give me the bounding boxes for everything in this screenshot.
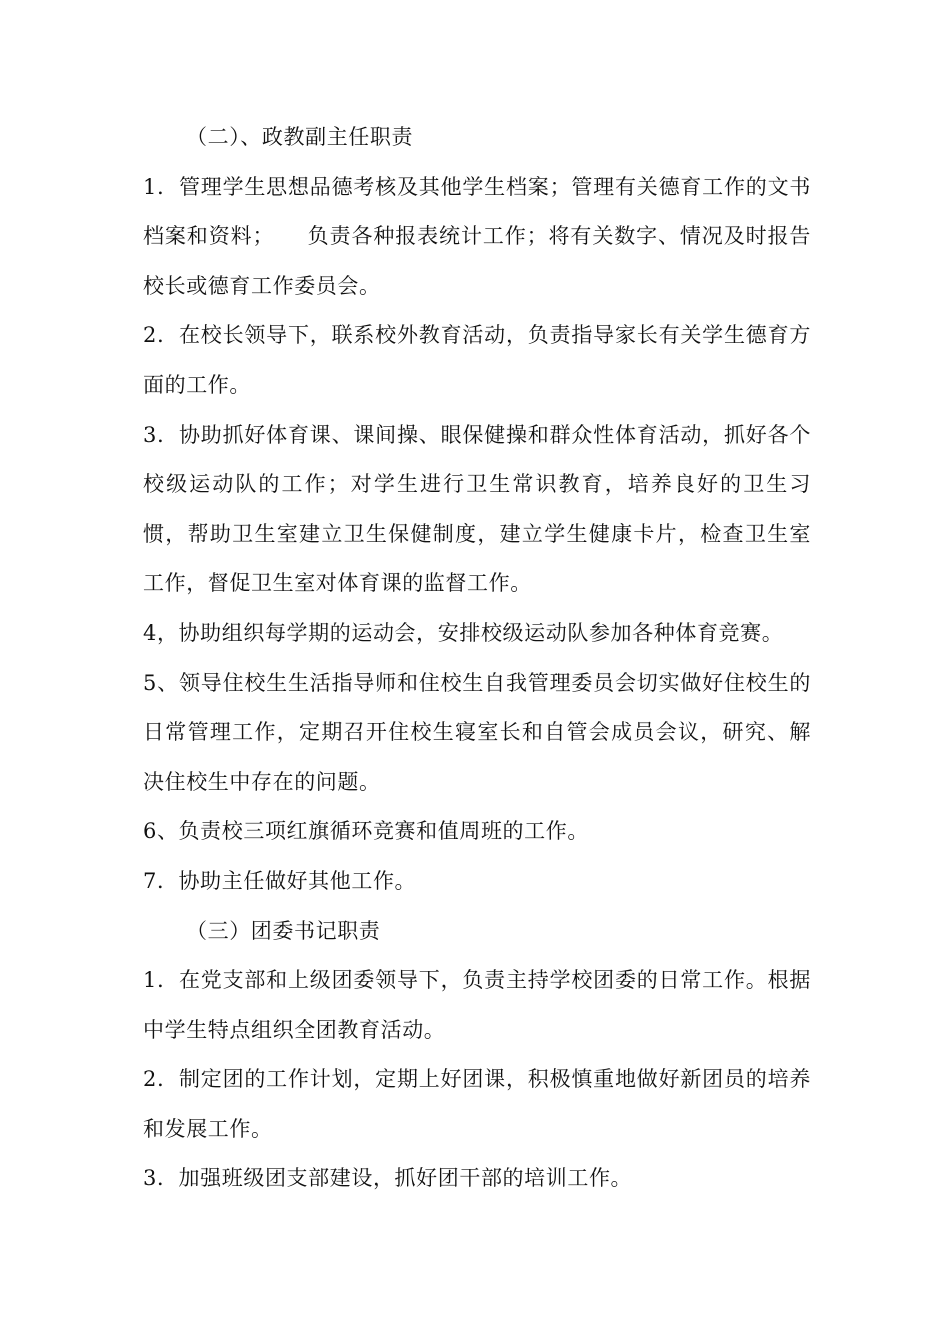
paragraph-item: 7．协助主任做好其他工作。	[143, 868, 417, 893]
paragraph-item: 2．在校长领导下，联系校外教育活动，负责指导家长有关学生德育方面的工作。	[143, 323, 811, 397]
section-heading-vice-director: （二）、政教副主任职责	[186, 125, 414, 149]
document-body	[143, 113, 811, 1204]
paragraph-item: 5、领导住校生生活指导师和住校生自我管理委员会切实做好住校生的日常管理工作，定期召开住校生寝室长和自管会成员会议，研究、解决住校生中存在的问题。	[143, 670, 811, 794]
paragraph-item: 3．协助抓好体育课、课间操、眼保健操和群众性体育活动，抓好各个校级运动队的工作；对学生进行卫生常识教育，培养良好的卫生习惯，帮助卫生室建立卫生保健制度，建立学生健康卡片，检查卫生室工作，督促卫生室对体育课的监督工作。	[143, 422, 811, 596]
paragraph-item: 3．加强班级团支部建设，抓好团干部的培训工作。	[143, 1166, 633, 1191]
paragraph-item: 1．管理学生思想品德考核及其他学生档案；管理有关德育工作的文书档案和资料； 负责各种报表统计工作；将有关数字、情况及时报告校长或德育工作委员会。	[143, 174, 811, 298]
paragraph-item: 4，协助组织每学期的运动会，安排校级运动队参加各种体育竞赛。	[143, 620, 784, 645]
paragraph-item: 6、负责校三项红旗循环竞赛和值周班的工作。	[143, 819, 589, 844]
paragraph-item: 1．在党支部和上级团委领导下，负责主持学校团委的日常工作。根据中学生特点组织全团教育活动。	[143, 968, 811, 1042]
section-heading-league-secretary: （三）团委书记职责	[186, 918, 381, 943]
paragraph-item: 2．制定团的工作计划，定期上好团课，积极慎重地做好新团员的培养和发展工作。	[143, 1067, 811, 1141]
